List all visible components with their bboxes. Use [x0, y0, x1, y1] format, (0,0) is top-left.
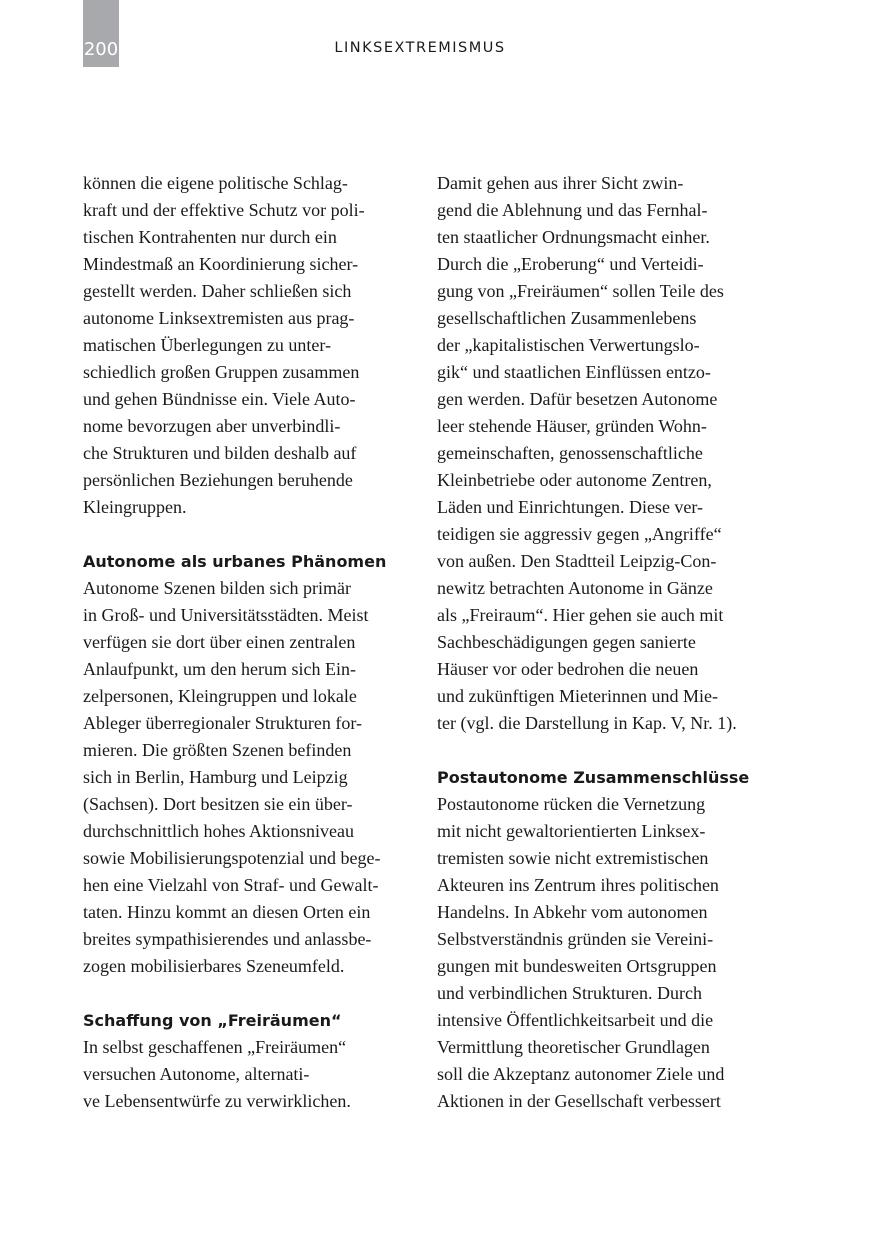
text-line: Vermittlung theoretischer Grundlagen: [437, 1037, 710, 1057]
text-line: in Groß- und Universitätsstädten. Meist: [83, 605, 369, 625]
text-line: mit nicht gewaltorientierten Linksex-: [437, 821, 706, 841]
text-line: autonome Linksextremisten aus prag-: [83, 308, 355, 328]
text-line: Kleingruppen.: [83, 497, 187, 517]
text-line: ter (vgl. die Darstellung in Kap. V, Nr. 1).: [437, 713, 737, 733]
text-line: taten. Hinzu kommt an diesen Orten ein: [83, 902, 371, 922]
text-line: gik“ und staatlichen Einflüssen entzo-: [437, 362, 711, 382]
text-line: Mindestmaß an Koordinierung sicher-: [83, 254, 359, 274]
text-line: und gehen Bündnisse ein. Viele Auto-: [83, 389, 356, 409]
text-line: von außen. Den Stadtteil Leipzig-Con-: [437, 551, 717, 571]
text-line: Ableger überregionaler Strukturen for-: [83, 713, 363, 733]
text-line: und verbindlichen Strukturen. Durch: [437, 983, 702, 1003]
text-line: schiedlich großen Gruppen zusammen: [83, 362, 360, 382]
paragraph: [83, 170, 408, 521]
paragraph: [437, 791, 762, 1115]
text-line: In selbst geschaffenen „Freiräumen“: [83, 1037, 347, 1057]
text-line: Häuser vor oder bedrohen die neuen: [437, 659, 699, 679]
text-line: verfügen sie dort über einen zentralen: [83, 632, 356, 652]
section-heading: Postautonome Zusammenschlüsse: [437, 768, 750, 787]
text-line: mieren. Die größten Szenen befinden: [83, 740, 352, 760]
paragraph: [437, 170, 762, 737]
text-line: soll die Akzeptanz autonomer Ziele und: [437, 1064, 725, 1084]
text-line: gemeinschaften, genossenschaftliche: [437, 443, 703, 463]
text-line: ve Lebensentwürfe zu verwirklichen.: [83, 1091, 351, 1111]
text-line: können die eigene politische Schlag-: [83, 173, 348, 193]
text-line: Akteuren ins Zentrum ihres politischen: [437, 875, 719, 895]
section-heading: Schaffung von „Freiräumen“: [83, 1011, 342, 1030]
text-line: che Strukturen und bilden deshalb auf: [83, 443, 357, 463]
text-line: kraft und der effektive Schutz vor poli-: [83, 200, 365, 220]
text-line: tischen Kontrahenten nur durch ein: [83, 227, 337, 247]
text-line: nome bevorzugen aber unverbindli-: [83, 416, 341, 436]
text-line: gend die Ablehnung und das Fernhal-: [437, 200, 708, 220]
page-number: 200: [83, 39, 119, 60]
text-line: tremisten sowie nicht extremistischen: [437, 848, 709, 868]
section-heading: Autonome als urbanes Phänomen: [83, 552, 387, 571]
text-line: versuchen Autonome, alternati-: [83, 1064, 310, 1084]
text-line: ten staatlicher Ordnungsmacht einher.: [437, 227, 710, 247]
left-column: [83, 170, 408, 1115]
text-line: Anlaufpunkt, um den herum sich Ein-: [83, 659, 356, 679]
text-line: gen werden. Dafür besetzen Autonome: [437, 389, 718, 409]
text-line: Postautonome rücken die Vernetzung: [437, 794, 706, 814]
text-line: gestellt werden. Daher schließen sich: [83, 281, 352, 301]
paragraph: [83, 575, 408, 980]
text-line: matischen Überlegungen zu unter-: [83, 335, 332, 355]
text-line: Damit gehen aus ihrer Sicht zwin-: [437, 173, 684, 193]
text-line: Läden und Einrichtungen. Diese ver-: [437, 497, 704, 517]
text-line: Kleinbetriebe oder autonome Zentren,: [437, 470, 712, 490]
text-line: Autonome Szenen bilden sich primär: [83, 578, 351, 598]
text-line: (Sachsen). Dort besitzen sie ein über-: [83, 794, 353, 814]
text-line: Handelns. In Abkehr vom autonomen: [437, 902, 708, 922]
text-line: persönlichen Beziehungen beruhende: [83, 470, 353, 490]
text-line: als „Freiraum“. Hier gehen sie auch mit: [437, 605, 724, 625]
text-line: newitz betrachten Autonome in Gänze: [437, 578, 713, 598]
text-line: Selbstverständnis gründen sie Vereini-: [437, 929, 714, 949]
text-line: sich in Berlin, Hamburg und Leipzig: [83, 767, 348, 787]
text-line: durchschnittlich hohes Aktionsniveau: [83, 821, 354, 841]
text-line: Durch die „Eroberung“ und Verteidi-: [437, 254, 704, 274]
right-column: [437, 170, 762, 1115]
paragraph: [83, 1034, 408, 1115]
text-line: breites sympathisierendes und anlassbe-: [83, 929, 372, 949]
paragraph-gap: [83, 521, 408, 548]
text-line: zelpersonen, Kleingruppen und lokale: [83, 686, 357, 706]
text-line: Sachbeschädigungen gegen sanierte: [437, 632, 696, 652]
text-line: leer stehende Häuser, gründen Wohn-: [437, 416, 707, 436]
text-line: intensive Öffentlichkeitsarbeit und die: [437, 1010, 714, 1030]
text-line: teidigen sie aggressiv gegen „Angriffe“: [437, 524, 722, 544]
text-line: gungen mit bundesweiten Ortsgruppen: [437, 956, 717, 976]
running-title: LINKSEXTREMISMUS: [334, 40, 506, 56]
text-line: gesellschaftlichen Zusammenlebens: [437, 308, 697, 328]
paragraph-gap: [437, 737, 762, 764]
text-line: hen eine Vielzahl von Straf- und Gewalt-: [83, 875, 379, 895]
paragraph-gap: [83, 980, 408, 1007]
text-line: sowie Mobilisierungspotenzial und bege-: [83, 848, 381, 868]
text-line: und zukünftigen Mieterinnen und Mie-: [437, 686, 718, 706]
text-line: gung von „Freiräumen“ sollen Teile des: [437, 281, 724, 301]
text-line: der „kapitalistischen Verwertungslo-: [437, 335, 700, 355]
text-line: zogen mobilisierbares Szeneumfeld.: [83, 956, 345, 976]
page-number-box: [83, 0, 119, 67]
text-line: Aktionen in der Gesellschaft verbessert: [437, 1091, 721, 1111]
